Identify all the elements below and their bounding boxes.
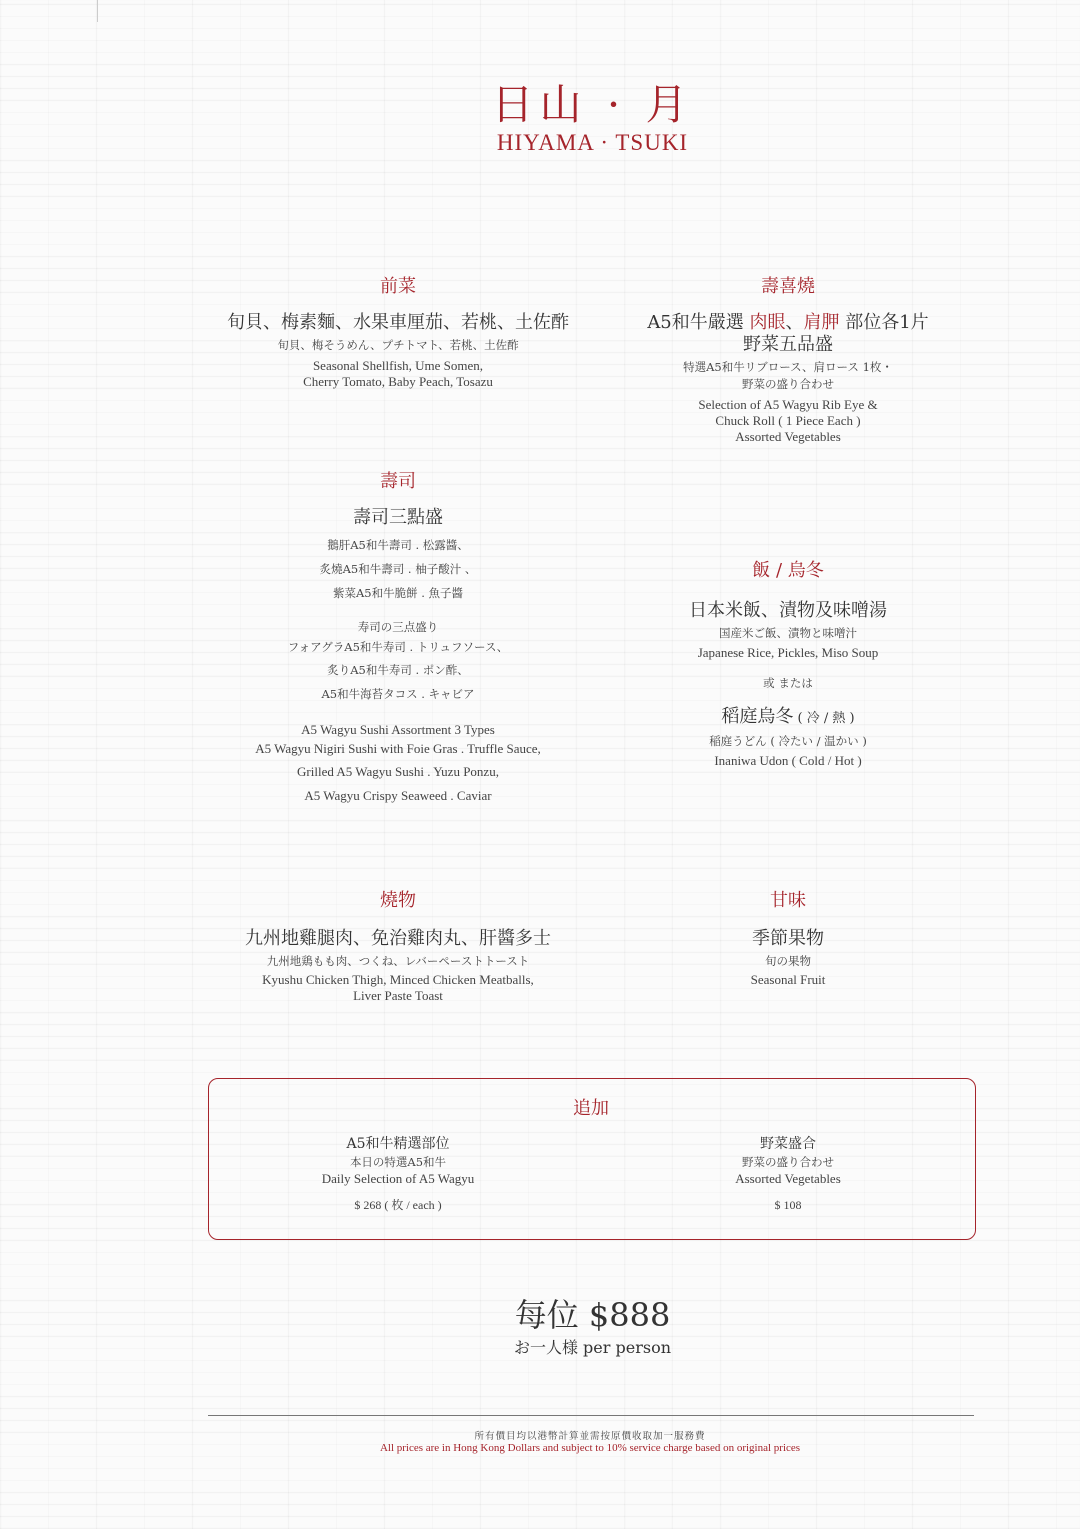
dish-en-line: Kyushu Chicken Thigh, Minced Chicken Meatballs,	[262, 972, 534, 987]
dish-name: 旬貝、梅素麵、水果車厘茄、若桃、土佐酢	[227, 312, 569, 333]
dish-en-line: Cherry Tomato, Baby Peach, Tosazu	[303, 374, 493, 389]
dish-en-line: Chuck Roll ( 1 Piece Each )	[715, 413, 861, 428]
addon-item-vegetables	[588, 1134, 988, 1213]
dish-cn-line: 炙燒A5和牛壽司 . 柚子酸汁 、	[319, 562, 477, 576]
dish-en-line: Assorted Vegetables	[735, 429, 841, 444]
section-title: 飯 / 烏冬	[752, 560, 824, 581]
addon-item-price: $ 108	[774, 1198, 802, 1212]
dish-en-line: Grilled A5 Wagyu Sushi . Yuzu Ponzu,	[297, 764, 499, 779]
dish-cn-line: 鵝肝A5和牛壽司 . 松露醬、	[327, 538, 469, 552]
dish-jp-line: フォアグラA5和牛寿司 . トリュフソース、	[287, 640, 509, 654]
addon-item-wagyu	[198, 1134, 598, 1213]
dish-jp: 野菜の盛り合わせ	[742, 377, 834, 391]
addon-item-en: Daily Selection of A5 Wagyu	[321, 1171, 475, 1186]
highlight-cut: 肩胛	[803, 312, 840, 333]
price-per-person-sub: お一人様 per person	[513, 1338, 672, 1357]
section-title: 甘味	[770, 890, 806, 911]
footer-note-cn: 所有價目均以港幣計算並需按原價收取加一服務費	[474, 1431, 706, 1442]
section-grill	[198, 886, 598, 1004]
dish-en: Japanese Rice, Pickles, Miso Soup	[697, 645, 879, 660]
dish-en-line: Selection of A5 Wagyu Rib Eye &	[698, 397, 878, 412]
corner-mark	[97, 0, 98, 22]
dish-jp: 旬貝、梅そうめん、プチトマト、若桃、土佐酢	[277, 338, 519, 352]
dish-name-2: 野菜五品盛	[743, 334, 833, 355]
dish-en-line: A5 Wagyu Nigiri Sushi with Foie Gras . Truffle Sauce,	[255, 741, 541, 756]
dish-name-prefix: A5和牛嚴選	[647, 312, 750, 333]
dish-en-line: Liver Paste Toast	[353, 988, 443, 1003]
section-title: 壽司	[380, 471, 416, 492]
addon-item-jp: 野菜の盛り合わせ	[742, 1155, 834, 1169]
addon-item-price: $ 268 ( 枚 / each )	[354, 1198, 442, 1212]
dish-jp: 特選A5和牛リブロース、肩ロース 1枚・	[683, 360, 893, 374]
addon-title: 追加	[573, 1098, 609, 1119]
section-appetizer	[198, 272, 598, 390]
section-dessert	[588, 886, 988, 988]
footer-divider	[208, 1415, 974, 1416]
section-title: 前菜	[380, 276, 416, 297]
section-title: 壽喜燒	[761, 276, 815, 297]
dish-name-sep: 、	[785, 312, 804, 333]
section-sukiyaki	[588, 272, 988, 445]
section-title: 燒物	[380, 890, 416, 911]
section-sushi	[198, 467, 598, 808]
dish-name	[588, 706, 988, 730]
menu-title-en: HIYAMA · TSUKI	[496, 130, 689, 155]
dish-name-suffix: 部位各1片	[839, 312, 929, 333]
addon-title-wrap	[208, 1094, 974, 1120]
highlight-cut: 肉眼	[749, 312, 786, 333]
addon-item-cn: 野菜盛合	[760, 1136, 816, 1152]
dish-jp: 稲庭うどん ( 冷たい / 温かい )	[709, 734, 867, 748]
dish-cn-line: 紫菜A5和牛脆餅 . 魚子醬	[332, 586, 464, 600]
addon-item-cn: A5和牛精選部位	[346, 1136, 450, 1152]
dish-en-line: A5 Wagyu Sushi Assortment 3 Types	[301, 722, 495, 737]
dish-jp: 九州地鶏もも肉、つくね、レバーペーストトースト	[266, 954, 530, 968]
dish-name: 季節果物	[752, 928, 824, 949]
or-separator: 或 または	[763, 676, 813, 690]
menu-title-cn: 日山 · 月	[491, 80, 694, 129]
price-per-person: 每位 $888	[514, 1296, 671, 1334]
dish-name: 日本米飯、漬物及味噌湯	[689, 600, 887, 621]
dish-en: Inaniwa Udon ( Cold / Hot )	[714, 753, 862, 768]
dish-jp-line: 炙りA5和牛寿司 . ポン酢、	[327, 663, 469, 677]
addon-item-en: Assorted Vegetables	[735, 1171, 841, 1186]
dish-jp-line: A5和牛海苔タコス . キャビア	[321, 687, 475, 701]
dish-name: 壽司三點盛	[353, 507, 443, 528]
addon-item-jp: 本日の特選A5和牛	[349, 1155, 447, 1169]
dish-name-main: 稻庭烏冬	[721, 706, 794, 727]
dish-jp-line: 寿司の三点盛り	[357, 620, 439, 634]
footer-note-en: All prices are in Hong Kong Dollars and subject to 10% service charge based on original prices	[379, 1442, 801, 1454]
dish-en-line: A5 Wagyu Crispy Seaweed . Caviar	[304, 788, 492, 803]
dish-jp: 旬の果物	[765, 954, 811, 968]
dish-en-line: Seasonal Shellfish, Ume Somen,	[312, 358, 484, 373]
dish-name	[588, 312, 988, 334]
dish-jp: 国産米ご飯、漬物と味噌汁	[719, 626, 857, 640]
dish-option-note: ( 冷 / 熱 )	[793, 711, 855, 726]
dish-en: Seasonal Fruit	[750, 972, 826, 987]
section-rice-udon	[588, 556, 988, 769]
dish-name: 九州地雞腿肉、免治雞肉丸、肝醬多士	[245, 928, 551, 949]
